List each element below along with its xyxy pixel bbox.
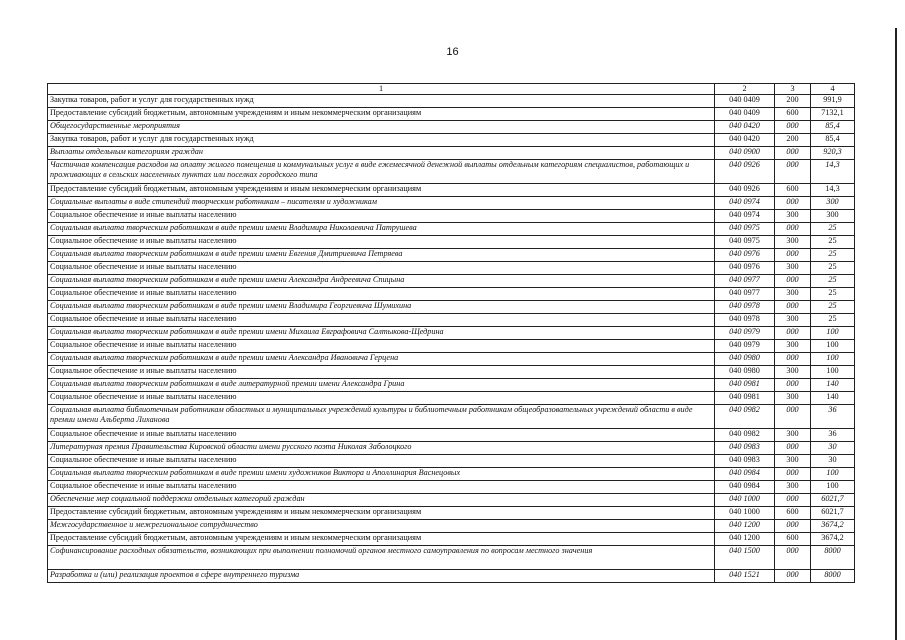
row-code-cell: 040 1500 <box>715 546 775 570</box>
row-kind-cell: 000 <box>775 301 811 314</box>
row-kind-cell: 000 <box>775 405 811 429</box>
table-row <box>48 429 855 442</box>
row-code-cell: 040 0984 <box>715 481 775 494</box>
row-name-cell: Социальная выплата творческим работникам в виде премии имени Владимира Георгиевича Шумихина <box>48 301 715 314</box>
table-row <box>48 236 855 249</box>
row-kind-cell: 000 <box>775 223 811 236</box>
row-amount-cell: 25 <box>811 301 855 314</box>
row-name-cell: Социальная выплата творческим работникам в виде премии имени Александра Андреевича Спицына <box>48 275 715 288</box>
row-kind-cell: 600 <box>775 184 811 197</box>
row-code-cell: 040 0977 <box>715 288 775 301</box>
row-name-cell: Литературная премия Правительства Кировской области имени русского поэта Николая Заболоцкого <box>48 442 715 455</box>
row-kind-cell: 000 <box>775 379 811 392</box>
row-amount-cell: 3674,2 <box>811 533 855 546</box>
table-row <box>48 442 855 455</box>
row-kind-cell: 000 <box>775 197 811 210</box>
row-kind-cell: 300 <box>775 392 811 405</box>
row-code-cell: 040 0976 <box>715 249 775 262</box>
row-name-cell: Закупка товаров, работ и услуг для государственных нужд <box>48 95 715 108</box>
row-name-cell: Социальное обеспечение и иные выплаты населению <box>48 455 715 468</box>
row-amount-cell: 25 <box>811 223 855 236</box>
budget-table <box>47 83 855 583</box>
row-code-cell: 040 0979 <box>715 327 775 340</box>
row-code-cell: 040 0980 <box>715 366 775 379</box>
row-amount-cell: 6021,7 <box>811 494 855 507</box>
table-row <box>48 340 855 353</box>
column-header-1: 1 <box>48 84 715 95</box>
table-row <box>48 121 855 134</box>
row-name-cell: Обеспечение мер социальной поддержки отдельных категорий граждан <box>48 494 715 507</box>
row-code-cell: 040 0975 <box>715 236 775 249</box>
row-amount-cell: 25 <box>811 275 855 288</box>
row-kind-cell: 000 <box>775 353 811 366</box>
row-code-cell: 040 0977 <box>715 275 775 288</box>
column-header-4: 4 <box>811 84 855 95</box>
row-amount-cell: 14,3 <box>811 184 855 197</box>
row-amount-cell: 8000 <box>811 570 855 583</box>
table-row <box>48 327 855 340</box>
table-row <box>48 95 855 108</box>
row-code-cell: 040 0974 <box>715 197 775 210</box>
row-amount-cell: 100 <box>811 366 855 379</box>
column-header-2: 2 <box>715 84 775 95</box>
row-code-cell: 040 1200 <box>715 520 775 533</box>
row-code-cell: 040 0980 <box>715 353 775 366</box>
row-code-cell: 040 0409 <box>715 108 775 121</box>
row-kind-cell: 000 <box>775 494 811 507</box>
table-row <box>48 570 855 583</box>
row-amount-cell: 3674,2 <box>811 520 855 533</box>
table-row <box>48 223 855 236</box>
row-code-cell: 040 0900 <box>715 147 775 160</box>
row-code-cell: 040 0926 <box>715 184 775 197</box>
row-amount-cell: 100 <box>811 340 855 353</box>
table-row <box>48 494 855 507</box>
table-row <box>48 262 855 275</box>
row-name-cell: Социальная выплата творческим работникам в виде премии имени Владимира Николаевича Патрушева <box>48 223 715 236</box>
row-kind-cell: 600 <box>775 507 811 520</box>
row-name-cell: Социальная выплата творческим работникам в виде литературной премии имени Александра Грина <box>48 379 715 392</box>
row-amount-cell: 100 <box>811 481 855 494</box>
table-row <box>48 134 855 147</box>
row-kind-cell: 300 <box>775 481 811 494</box>
row-name-cell: Социальная выплата творческим работникам в виде премии имени художников Виктора и Аполлинария Васнецовых <box>48 468 715 481</box>
row-kind-cell: 300 <box>775 455 811 468</box>
row-code-cell: 040 0420 <box>715 134 775 147</box>
row-code-cell: 040 1521 <box>715 570 775 583</box>
table-row <box>48 197 855 210</box>
row-name-cell: Межгосударственное и межрегиональное сотрудничество <box>48 520 715 533</box>
row-amount-cell: 300 <box>811 197 855 210</box>
row-amount-cell: 25 <box>811 236 855 249</box>
table-row <box>48 546 855 570</box>
row-name-cell: Софинансирование расходных обязательств, возникающих при выполнении полномочий органов местного самоуправления по вопросам местного значения <box>48 546 715 570</box>
table-row <box>48 249 855 262</box>
row-kind-cell: 300 <box>775 236 811 249</box>
row-code-cell: 040 0978 <box>715 301 775 314</box>
row-kind-cell: 300 <box>775 262 811 275</box>
row-code-cell: 040 0982 <box>715 405 775 429</box>
row-kind-cell: 000 <box>775 249 811 262</box>
table-row <box>48 288 855 301</box>
row-amount-cell: 36 <box>811 405 855 429</box>
row-kind-cell: 300 <box>775 288 811 301</box>
table-row <box>48 184 855 197</box>
row-name-cell: Социальная выплата творческим работникам в виде премии имени Александра Ивановича Герцена <box>48 353 715 366</box>
row-name-cell: Социальные выплаты в виде стипендий творческим работникам – писателям и художникам <box>48 197 715 210</box>
table-row <box>48 455 855 468</box>
row-amount-cell: 300 <box>811 210 855 223</box>
table-row <box>48 314 855 327</box>
table-header-row <box>48 84 855 95</box>
row-name-cell: Социальное обеспечение и иные выплаты населению <box>48 366 715 379</box>
row-name-cell: Социальное обеспечение и иные выплаты населению <box>48 429 715 442</box>
row-name-cell: Выплаты отдельным категориям граждан <box>48 147 715 160</box>
row-kind-cell: 000 <box>775 160 811 184</box>
row-amount-cell: 30 <box>811 455 855 468</box>
row-amount-cell: 991,9 <box>811 95 855 108</box>
row-kind-cell: 200 <box>775 95 811 108</box>
row-code-cell: 040 0926 <box>715 160 775 184</box>
row-kind-cell: 000 <box>775 275 811 288</box>
row-code-cell: 040 1000 <box>715 494 775 507</box>
row-amount-cell: 6021,7 <box>811 507 855 520</box>
table-row <box>48 147 855 160</box>
page-number: 16 <box>446 46 459 58</box>
row-amount-cell: 85,4 <box>811 121 855 134</box>
row-name-cell: Предоставление субсидий бюджетным, автономным учреждениям и иным некоммерческим организациям <box>48 108 715 121</box>
row-amount-cell: 25 <box>811 288 855 301</box>
row-kind-cell: 000 <box>775 546 811 570</box>
table-row <box>48 468 855 481</box>
row-name-cell: Предоставление субсидий бюджетным, автономным учреждениям и иным некоммерческим организациям <box>48 184 715 197</box>
row-kind-cell: 600 <box>775 533 811 546</box>
table-row <box>48 301 855 314</box>
row-name-cell: Разработка и (или) реализация проектов в сфере внутреннего туризма <box>48 570 715 583</box>
row-kind-cell: 300 <box>775 340 811 353</box>
row-kind-cell: 000 <box>775 442 811 455</box>
row-kind-cell: 600 <box>775 108 811 121</box>
row-code-cell: 040 0983 <box>715 455 775 468</box>
row-amount-cell: 7132,1 <box>811 108 855 121</box>
row-amount-cell: 100 <box>811 353 855 366</box>
row-code-cell: 040 0982 <box>715 429 775 442</box>
table-row <box>48 405 855 429</box>
row-name-cell: Частичная компенсация расходов на оплату жилого помещения и коммунальных услуг в виде ежемесячной денежной выплаты отдельным категориям специалистов, работающих и проживающих в сельских населенных пунктах или поселках городского типа <box>48 160 715 184</box>
row-name-cell: Социальная выплата творческим работникам в виде премии имени Евгения Дмитриевича Петряева <box>48 249 715 262</box>
row-code-cell: 040 0984 <box>715 468 775 481</box>
row-kind-cell: 200 <box>775 134 811 147</box>
row-amount-cell: 140 <box>811 379 855 392</box>
row-amount-cell: 25 <box>811 314 855 327</box>
table-row <box>48 533 855 546</box>
table-row <box>48 353 855 366</box>
row-code-cell: 040 0409 <box>715 95 775 108</box>
row-name-cell: Социальное обеспечение и иные выплаты населению <box>48 236 715 249</box>
row-kind-cell: 300 <box>775 366 811 379</box>
row-name-cell: Социальное обеспечение и иные выплаты населению <box>48 262 715 275</box>
row-kind-cell: 300 <box>775 210 811 223</box>
row-kind-cell: 000 <box>775 468 811 481</box>
row-kind-cell: 300 <box>775 429 811 442</box>
row-code-cell: 040 0979 <box>715 340 775 353</box>
row-code-cell: 040 1000 <box>715 507 775 520</box>
row-code-cell: 040 1200 <box>715 533 775 546</box>
table-row <box>48 160 855 184</box>
row-amount-cell: 140 <box>811 392 855 405</box>
row-amount-cell: 25 <box>811 249 855 262</box>
row-name-cell: Предоставление субсидий бюджетным, автономным учреждениям и иным некоммерческим организациям <box>48 507 715 520</box>
table-row <box>48 210 855 223</box>
row-code-cell: 040 0981 <box>715 392 775 405</box>
row-code-cell: 040 0420 <box>715 121 775 134</box>
table-row <box>48 108 855 121</box>
row-kind-cell: 000 <box>775 520 811 533</box>
row-name-cell: Социальное обеспечение и иные выплаты населению <box>48 314 715 327</box>
row-amount-cell: 85,4 <box>811 134 855 147</box>
row-kind-cell: 000 <box>775 147 811 160</box>
row-amount-cell: 920,3 <box>811 147 855 160</box>
row-code-cell: 040 0983 <box>715 442 775 455</box>
table-row <box>48 520 855 533</box>
table-row <box>48 392 855 405</box>
row-name-cell: Закупка товаров, работ и услуг для государственных нужд <box>48 134 715 147</box>
row-name-cell: Социальное обеспечение и иные выплаты населению <box>48 288 715 301</box>
row-kind-cell: 000 <box>775 327 811 340</box>
row-kind-cell: 000 <box>775 570 811 583</box>
row-name-cell: Социальное обеспечение и иные выплаты населению <box>48 392 715 405</box>
row-name-cell: Социальная выплата библиотечным работникам областных и муниципальных учреждений культуры и библиотечным работникам общеобразовательных учреждений области в виде премии имени Альберта Лиханова <box>48 405 715 429</box>
page-edge-rule <box>895 28 897 640</box>
row-amount-cell: 14,3 <box>811 160 855 184</box>
row-name-cell: Социальное обеспечение и иные выплаты населению <box>48 481 715 494</box>
row-code-cell: 040 0981 <box>715 379 775 392</box>
table-row <box>48 379 855 392</box>
row-kind-cell: 000 <box>775 121 811 134</box>
row-kind-cell: 300 <box>775 314 811 327</box>
table-row <box>48 507 855 520</box>
row-amount-cell: 8000 <box>811 546 855 570</box>
row-amount-cell: 100 <box>811 327 855 340</box>
row-code-cell: 040 0975 <box>715 223 775 236</box>
row-name-cell: Социальное обеспечение и иные выплаты населению <box>48 340 715 353</box>
row-name-cell: Общегосударственные мероприятия <box>48 121 715 134</box>
row-amount-cell: 25 <box>811 262 855 275</box>
row-name-cell: Социальное обеспечение и иные выплаты населению <box>48 210 715 223</box>
row-code-cell: 040 0978 <box>715 314 775 327</box>
column-header-3: 3 <box>775 84 811 95</box>
row-code-cell: 040 0976 <box>715 262 775 275</box>
table-row <box>48 481 855 494</box>
row-name-cell: Предоставление субсидий бюджетным, автономным учреждениям и иным некоммерческим организациям <box>48 533 715 546</box>
row-amount-cell: 100 <box>811 468 855 481</box>
table-row <box>48 275 855 288</box>
row-amount-cell: 30 <box>811 442 855 455</box>
row-amount-cell: 36 <box>811 429 855 442</box>
table-row <box>48 366 855 379</box>
row-code-cell: 040 0974 <box>715 210 775 223</box>
row-name-cell: Социальная выплата творческим работникам в виде премии имени Михаила Евграфовича Салтыкова-Щедрина <box>48 327 715 340</box>
